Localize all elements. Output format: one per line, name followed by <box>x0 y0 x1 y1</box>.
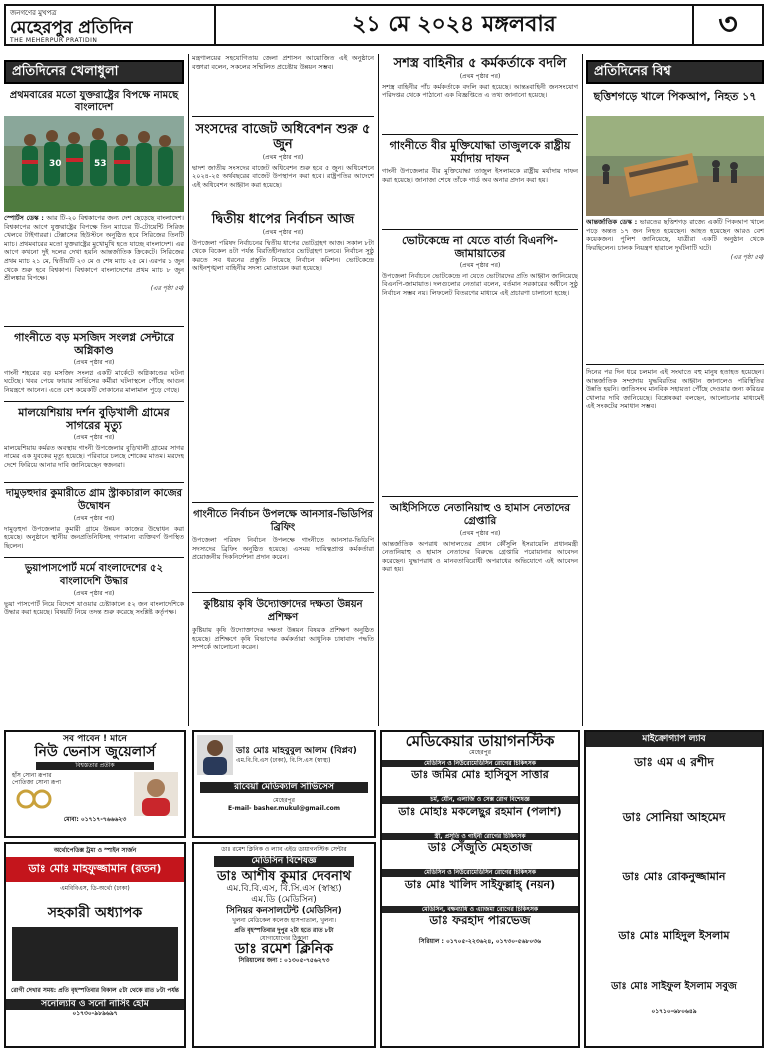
story-ansar <box>192 506 374 590</box>
world-lead-body: ভারতের ছত্তিশগড় রাজ্যে একটি পিকআপ খালে পড়ে অন্তত ১৭ জন নিহত হয়েছেন। আহত হয়েছেন আরও বেশ কয়েকজন। পুলিশ জানিয়েছে, যাত্রীরা একটি অনুষ্ঠান থেকে ফিরছিলেন। চালক নিয়ন্ত্রণ হারালে দুর্ঘটনাটি ঘটে। <box>586 218 764 252</box>
medicare-doc1: ডাঃ জমির মোঃ হাসিবুস সাত্তার <box>411 768 549 781</box>
sports-lead-headline-block <box>4 88 184 114</box>
ring-icon <box>12 787 72 809</box>
world-continued <box>586 368 764 726</box>
story-damurhuda-dateline: (প্রথম পৃষ্ঠার পর) <box>73 515 115 522</box>
story-kushtia <box>192 596 374 726</box>
ad-doctor-ashish <box>192 842 376 1048</box>
story-budget-body: দ্বাদশ জাতীয় সংসদের বাজেট অধিবেশন শুরু হবে ৫ জুন। অধিবেশনে ২০২৪-২৫ অর্থবছরের বাজেট উপস্থাপন করা হবে। রাষ্ট্রপতির আদেশে এই অধিবেশন আহ্বান করা হয়েছে। <box>192 163 374 189</box>
story-bnp <box>382 232 578 494</box>
ashish-time: প্রতি বৃহস্পতিবার দুপুর ২টা হতে রাত ৮টা <box>234 927 334 934</box>
story-icc-dateline: (প্রথম পৃষ্ঠার পর) <box>459 530 501 537</box>
mahfuz-name: ডাঃ মোঃ মাহফুজ্জামান (রতন) <box>6 857 184 882</box>
microcare-doc5: ডাঃ মোঃ সাইফুল ইসলাম সবুজ <box>611 981 737 992</box>
sports-lead-headline: প্রথমবারের মতো যুক্তরাষ্ট্রের বিপক্ষে নামছে বাংলাদেশ <box>9 90 179 113</box>
masthead-tagline: জনগণের মুখপত্র <box>10 8 57 17</box>
world-photo <box>586 116 764 216</box>
ad-jewellers-top: সব পাবেন ! মানে <box>63 734 127 744</box>
story-armed-forces-dateline: (প্রথম পৃষ্ঠার পর) <box>459 73 501 80</box>
microcare-doc2: ডাঃ সোনিয়া আহমেদ <box>622 810 726 824</box>
story-budget <box>192 120 374 208</box>
medicare-spec3: স্ত্রী, প্রসূতি ও গাইনী রোগের চিকিৎসক <box>382 833 578 841</box>
world-lead-label: আন্তর্জাতিক ডেস্ক : <box>586 218 638 226</box>
story-bnp-dateline: (প্রথম পৃষ্ঠার পর) <box>459 262 501 269</box>
medicare-address: মেহেরপুর <box>468 749 491 756</box>
mahfuz-degree: এমবিবিএস, ডি-অর্থো (ঢাকা) <box>60 884 130 892</box>
story-bnp-headline: ভোটকেন্দ্রে না যেতে বার্তা বিএনপি-জামায়াতের <box>402 234 558 260</box>
ad-jewellers-line2: হাঁস সোনা রূপার <box>12 771 52 779</box>
story-election <box>192 210 374 500</box>
world-lead-headline-block <box>586 88 764 114</box>
story-icc-headline: আইসিসিতে নেতানিয়াহু ও হামাস নেতাদের গ্রেপ্তারি <box>389 502 571 527</box>
medicare-title: মেডিকেয়ার ডায়াগনস্টিক <box>405 732 555 750</box>
medicare-serial: সিরিয়াল : ০১৭০৫-২২৩৬২৪, ০১৭৩০-৫৬৮০৩৬ <box>418 938 542 945</box>
medicare-doc2: ডাঃ মোহাঃ মকলেছুর রহমান (পলাশ) <box>398 804 562 818</box>
story-election-dateline: (প্রথম পৃষ্ঠার পর) <box>262 229 304 236</box>
story-malaysia <box>4 404 184 480</box>
masthead-date: ২১ মে ২০২৪ মঙ্গলবার <box>352 10 556 37</box>
ashish-hospital: খুলনা মেডিকেল কলেজ হাসপাতাল, খুলনা। <box>232 916 336 924</box>
story-mosque-fire-body: গাংনী শহরের বড় মসজিদ সংলগ্ন একটি মার্কেটে অগ্নিকাণ্ডের ঘটনা ঘটেছে। খবর পেয়ে ফায়ার সার্ভিসের কর্মীরা ঘটনাস্থলে পৌঁছে আগুন নিয়ন্ত্রণে আনেন। এতে বেশ কয়েকটি দোকানের মালামাল পুড়ে গেছে। <box>4 368 184 394</box>
story-passport-headline: ভুয়াপাসপোর্ট মর্মে বাংলাদেশের ৫২ বাংলাদেশি উদ্ধার <box>24 563 164 587</box>
microcare-doc1: ডাঃ এম এ রশীদ <box>634 755 714 769</box>
ad-jewellers-line3: পোতিজা সোনা রূপা <box>12 779 62 786</box>
ashish-spec: মেডিসিন বিশেষজ্ঞ <box>214 856 354 867</box>
microcare-doc4: ডাঃ মোঃ মাহিদুল ইসলাম <box>618 929 730 942</box>
ad-microcare <box>584 730 764 1048</box>
ad-jewellers <box>4 730 186 838</box>
world-lead-headline: ছত্তিশগড়ে খালে পিকআপ, নিহত ১৭ <box>593 90 757 103</box>
story-freedom-fighter-body: গাংনী উপজেলার বীর মুক্তিযোদ্ধা তাজুল ইসলামকে রাষ্ট্রীয় মর্যাদায় দাফন করা হয়েছে। জানাজা শেষে তাঁকে গার্ড অব অনার প্রদান করা হয়। <box>382 167 578 184</box>
ashish-clinic-top: ডাঃ রমেশ ক্লিনিক ও ল্যাব এইড ডায়াগনস্টিক সেন্টার <box>221 846 347 853</box>
story-budget-dateline: (প্রথম পৃষ্ঠার পর) <box>262 154 304 161</box>
masthead-sub: THE MEHERPUR PRATIDIN <box>10 36 98 44</box>
story-malaysia-dateline: (প্রথম পৃষ্ঠার পর) <box>73 434 115 441</box>
story-icc-body: আন্তর্জাতিক অপরাধ আদালতের প্রধান কৌঁসুলি ইসরায়েলি প্রধানমন্ত্রী নেতানিয়াহু ও হামাস নেতাদের বিরুদ্ধে গ্রেপ্তারি পরোয়ানার আবেদন করেছেন। যুদ্ধাপরাধ ও মানবতাবিরোধী অপরাধের অভিযোগে এই আবেদন করা হয়। <box>382 539 578 574</box>
medicare-spec2: চর্ম, যৌন, এলার্জি ও সেক্স রোগ বিশেষজ্ঞ <box>382 796 578 804</box>
story-election-headline: দ্বিতীয় ধাপের নির্বাচন আজ <box>211 212 355 227</box>
ashish-degree: এম.বি.বি.এস, বি.সি.এস (স্বাস্থ্য) <box>226 883 342 894</box>
medicare-doc3: ডাঃ সেঁজুতি মেহতাজ <box>427 840 533 854</box>
page-number: ৩ <box>692 6 762 44</box>
doctor-mahbubul-email: E-mail- basher.mukul@gmail.com <box>228 804 340 812</box>
sports-lead-body: আর টি-২০ বিশ্বকাপের জন্য দেশ ছেড়েছে বাংলাদেশ। বিশ্বকাপের আগে যুক্তরাষ্ট্রের বিপক্ষে তিন ম্যাচের টি-টোয়েন্টি সিরিজ খেলবে টাইগাররা। টেক্সাসের হিউস্টনে অনুষ্ঠিত হবে সিরিজের তিনটি ম্যাচ। প্রথমবারের মতো যুক্তরাষ্ট্রের মুখোমুখি হতে যাচ্ছে বাংলাদেশ। এর আগে কখনো দুই দলের দেখা হয়নি আন্তর্জাতিক ক্রিকেটে। সিরিজের প্রথম ম্যাচ ২১ মে, দ্বিতীয়টি ২৩ মে ও শেষ ম্যাচ ২৫ মে। এরপর ১ জুন থেকে শুরু হবে বিশ্বকাপ। বিশ্বকাপে বাংলাদেশের প্রথম ম্যাচ ৮ জুন শ্রীলঙ্কার বিপক্ষে। <box>4 214 184 283</box>
story-mosque-fire-headline: গাংনীতে বড় মসজিদ সংলগ্ন সেন্টারে অগ্নিকাণ্ড <box>14 331 174 357</box>
story-ansar-headline: গাংনীতে নির্বাচন উপলক্ষে আনসার-ভিডিপির ব্রিফিং <box>193 509 373 533</box>
sports-banner: প্রতিদিনের খেলাধুলা <box>4 60 184 84</box>
sports-lead-more: (এর পৃষ্ঠা ৫ম) <box>150 284 184 292</box>
ad-jewellers-name: নিউ ভেনাস জুয়েলার্স <box>34 744 156 760</box>
middle-intro-body: মন্ত্রণালয়ের সহযোগিতায় জেলা প্রশাসন আয়োজিত এই অনুষ্ঠানে বক্তারা বলেন, সকলের সম্মিলিত প্রচেষ্টায় উন্নয়ন সম্ভব। <box>192 54 374 71</box>
story-malaysia-headline: মালয়েশিয়ায় দর্শন বুড়িখালী গ্রামের সাগরের মৃত্যু <box>18 406 170 432</box>
microcare-doc3: ডাঃ মোঃ রোকনুজ্জামান <box>622 870 726 883</box>
masthead-name: মেহেরপুর প্রতিদিন <box>10 17 133 38</box>
story-armed-forces <box>382 54 578 134</box>
ad-doctor-mahfuzzaman <box>4 842 186 1048</box>
story-bnp-body: উপজেলা নির্বাচনে ভোটকেন্দ্রে না যেতে ভোটারদের প্রতি আহ্বান জানিয়েছে বিএনপি-জামায়াত। দলগুলোর নেতারা বলেন, বর্তমান সরকারের অধীনে সুষ্ঠু নির্বাচন সম্ভব নয়। লিফলেট বিতরণের মাধ্যমে এই প্রচারণা চালানো হচ্ছে। <box>382 271 578 297</box>
sports-lead-label: স্পোর্টস ডেস্ক : <box>4 214 44 222</box>
medicare-spec5: মেডিসিন, বক্ষব্যাধি ও এ্যাজমা রোগের চিকিৎসক <box>382 906 578 914</box>
medicare-doc4: ডাঃ মোঃ খালিদ সাইফুল্লাহ্ (নয়ন) <box>404 877 556 891</box>
doctor-mahbubul-address: মেহেরপুর <box>272 797 295 804</box>
ad-medicare-diagnostic <box>380 730 580 1048</box>
owner-photo <box>134 772 178 816</box>
story-passport-body: ভুয়া পাসপোর্ট নিয়ে বিদেশে যাওয়ার চেষ্টাকালে ৫২ জন বাংলাদেশিকে উদ্ধার করা হয়েছে। বিষয়টি নিয়ে তদন্ত শুরু করেছে সংশ্লিষ্ট কর্তৃপক্ষ। <box>4 599 184 617</box>
story-passport <box>4 560 184 636</box>
masthead-brand <box>6 6 216 44</box>
story-mosque-fire-dateline: (প্রথম পৃষ্ঠার পর) <box>73 359 115 366</box>
medicare-spec1: মেডিসিন ও নিউরোমেডিসিন রোগের চিকিৎসক <box>382 760 578 768</box>
story-damurhuda-headline: দামুড়হুদার কুমারীতে গ্রাম স্ট্রাকচারাল কাজের উদ্বোধন <box>5 488 183 512</box>
mahfuz-spec: অর্থোপেডিক্স ট্রমা ও স্পাইন সার্জন <box>53 847 137 854</box>
story-icc <box>382 500 578 726</box>
middle-intro <box>192 54 374 114</box>
story-malaysia-body: মালয়েশিয়ায় কর্মরত অবস্থায় গাংনী উপজেলার বুড়িখালী গ্রামের সাগর নামের এক যুবকের মৃত্যু হয়েছে। পরিবারে চলছে শোকের মাতম। মরদেহ দেশে ফিরিয়ে আনার দাবি জানিয়েছেন স্বজনরা। <box>4 443 184 469</box>
world-lead-article <box>586 218 764 362</box>
story-armed-forces-headline: সশস্ত্র বাহিনীর ৫ কর্মকর্তাকে বদলি <box>393 56 567 71</box>
story-kushtia-body: কুষ্টিয়ায় কৃষি উদ্যোক্তাদের দক্ষতা উন্নয়ন বিষয়ক প্রশিক্ষণ অনুষ্ঠিত হয়েছে। প্রশিক্ষণে কৃষি বিভাগের কর্মকর্তারা আধুনিক চাষাবাদ পদ্ধতি সম্পর্কে আলোচনা করেন। <box>192 626 374 652</box>
story-ansar-body: উপজেলা পরিষদ নির্বাচন উপলক্ষে গাংনীতে আনসার-ভিডিপি সদস্যদের ব্রিফিং অনুষ্ঠিত হয়েছে। এসময় দায়িত্বপ্রাপ্ত কর্মকর্তারা প্রয়োজনীয় দিকনির্দেশনা প্রদান করেন। <box>192 536 374 562</box>
world-continued-body: দিনের পর দিন ধরে চলমান এই সংঘাতে বহু মানুষ হতাহত হয়েছেন। আন্তর্জাতিক সম্প্রদায় যুদ্ধবিরতির আহ্বান জানালেও পরিস্থিতির উন্নতি হয়নি। জাতিসংঘ মানবিক সহায়তা পৌঁছে দেওয়ার জন্য করিডর খোলার দাবি জানিয়েছে। বিশ্লেষকরা বলছেন, আলোচনার মাধ্যমেই এই সংকটের সমাধান সম্ভব। <box>586 368 764 411</box>
mahfuz-phone: ০১৭৩০-৯৮৯৬৯৭ <box>72 1009 118 1017</box>
story-freedom-fighter <box>382 137 578 227</box>
ad-jewellers-line1: বিশ্বস্ততার প্রতীক <box>36 762 154 770</box>
world-banner: প্রতিদিনের বিশ্ব <box>586 60 764 84</box>
medicare-doc5: ডাঃ ফরহাদ পারভেজ <box>429 913 531 927</box>
doctor-mahbubul-degree: এম.বি.বি.এস (ঢাকা), বি.সি.এস (স্বাস্থ্য) <box>236 756 331 764</box>
ad-jewellers-contact: মোবা: ০১৭১৭-৭৬৬৬২৩ <box>63 815 127 823</box>
masthead <box>4 4 764 46</box>
sports-photo <box>4 116 184 212</box>
ashish-post: সিনিয়র কনসালটেন্ট (মেডিসিন) <box>226 905 342 916</box>
ad-doctor-mahbubul <box>192 730 376 838</box>
mahfuz-time: রোগী দেখার সময়: প্রতি বৃহস্পতিবার বিকাল ৫টা থেকে রাত ৮টা পর্যন্ত <box>11 987 179 994</box>
story-damurhuda-body: দামুড়হুদা উপজেলার কুমারী গ্রামে উন্নয়ন কাজের উদ্বোধন করা হয়েছে। অনুষ্ঠানে স্থানীয় জনপ্রতিনিধিসহ গণ্যমান্য ব্যক্তিবর্গ উপস্থিত ছিলেন। <box>4 524 184 550</box>
story-armed-forces-body: সশস্ত্র বাহিনীর পাঁচ কর্মকর্তাকে বদলি করা হয়েছে। আন্তঃবাহিনী জনসংযোগ পরিদপ্তর থেকে পাঠানো এক বিজ্ঞপ্তিতে এ তথ্য জানানো হয়েছে। <box>382 82 578 100</box>
mahfuz-title: সহকারী অধ্যাপক <box>47 905 143 921</box>
ashish-contact-label: যোগাযোগের ঠিকানা <box>259 934 309 942</box>
story-passport-dateline: (প্রথম পৃষ্ঠার পর) <box>73 590 115 597</box>
svg-text:30: 30 <box>49 159 62 169</box>
ashish-phone: সিরিয়ালের জন্য : ০১৩০৫-৭৫৬২৭৩ <box>238 957 330 964</box>
ashish-clinic: ডাঃ রমেশ ক্লিনিক <box>234 941 334 957</box>
svg-text:53: 53 <box>94 159 107 169</box>
microcare-phone: ০১৭১০-৬৮০৬৪৯ <box>651 1008 697 1015</box>
story-damurhuda <box>4 485 184 555</box>
microcare-title: মাইক্রোগ্যাপ ল্যাব <box>586 732 762 747</box>
story-mosque-fire <box>4 329 184 399</box>
mahfuz-center: সনোল্যাব ও সনো নার্সিং হোম <box>6 999 184 1010</box>
sports-lead-article <box>4 214 184 324</box>
story-freedom-fighter-headline: গাংনীতে বীর মুক্তিযোদ্ধা তাজুলকে রাষ্ট্রীয় মর্যাদায় দাফন <box>389 139 571 165</box>
doctor-photo <box>197 735 233 775</box>
story-kushtia-headline: কুষ্টিয়ায় কৃষি উদ্যোক্তাদের দক্ষতা উন্নয়ন প্রশিক্ষণ <box>203 599 363 623</box>
story-election-body: উপজেলা পরিষদ নির্বাচনের দ্বিতীয় ধাপের ভোটগ্রহণ আজ। সকাল ৮টা থেকে বিকেল ৪টা পর্যন্ত বিরতিহীনভাবে ভোটগ্রহণ চলবে। নির্বাচন সুষ্ঠু করতে সব ধরনের প্রস্তুতি নিয়েছে নির্বাচন কমিশন। ভোটকেন্দ্রে আইনশৃঙ্খলা বাহিনীর সদস্য মোতায়েন করা হয়েছে। <box>192 238 374 273</box>
ashish-md: এম.ডি (মেডিসিন) <box>251 894 317 905</box>
newspaper-page <box>4 4 764 1050</box>
doctor-mahbubul-name: ডাঃ মোঃ মাহবুবুল আলম (বিপ্লব) <box>236 745 357 756</box>
medicare-spec4: মেডিসিন ও নিউরোমেডিসিন রোগের চিকিৎসক <box>382 869 578 877</box>
ashish-name: ডাঃ আশীষ কুমার দেবনাথ <box>216 868 352 884</box>
world-lead-more: (এর পৃষ্ঠা ৫ম) <box>730 254 764 262</box>
story-budget-headline: সংসদের বাজেট অধিবেশন শুরু ৫ জুন <box>195 122 371 152</box>
doctor-mahbubul-clinic: রাবেয়া মেডিক্যাল সার্ভিসেস <box>200 782 368 793</box>
